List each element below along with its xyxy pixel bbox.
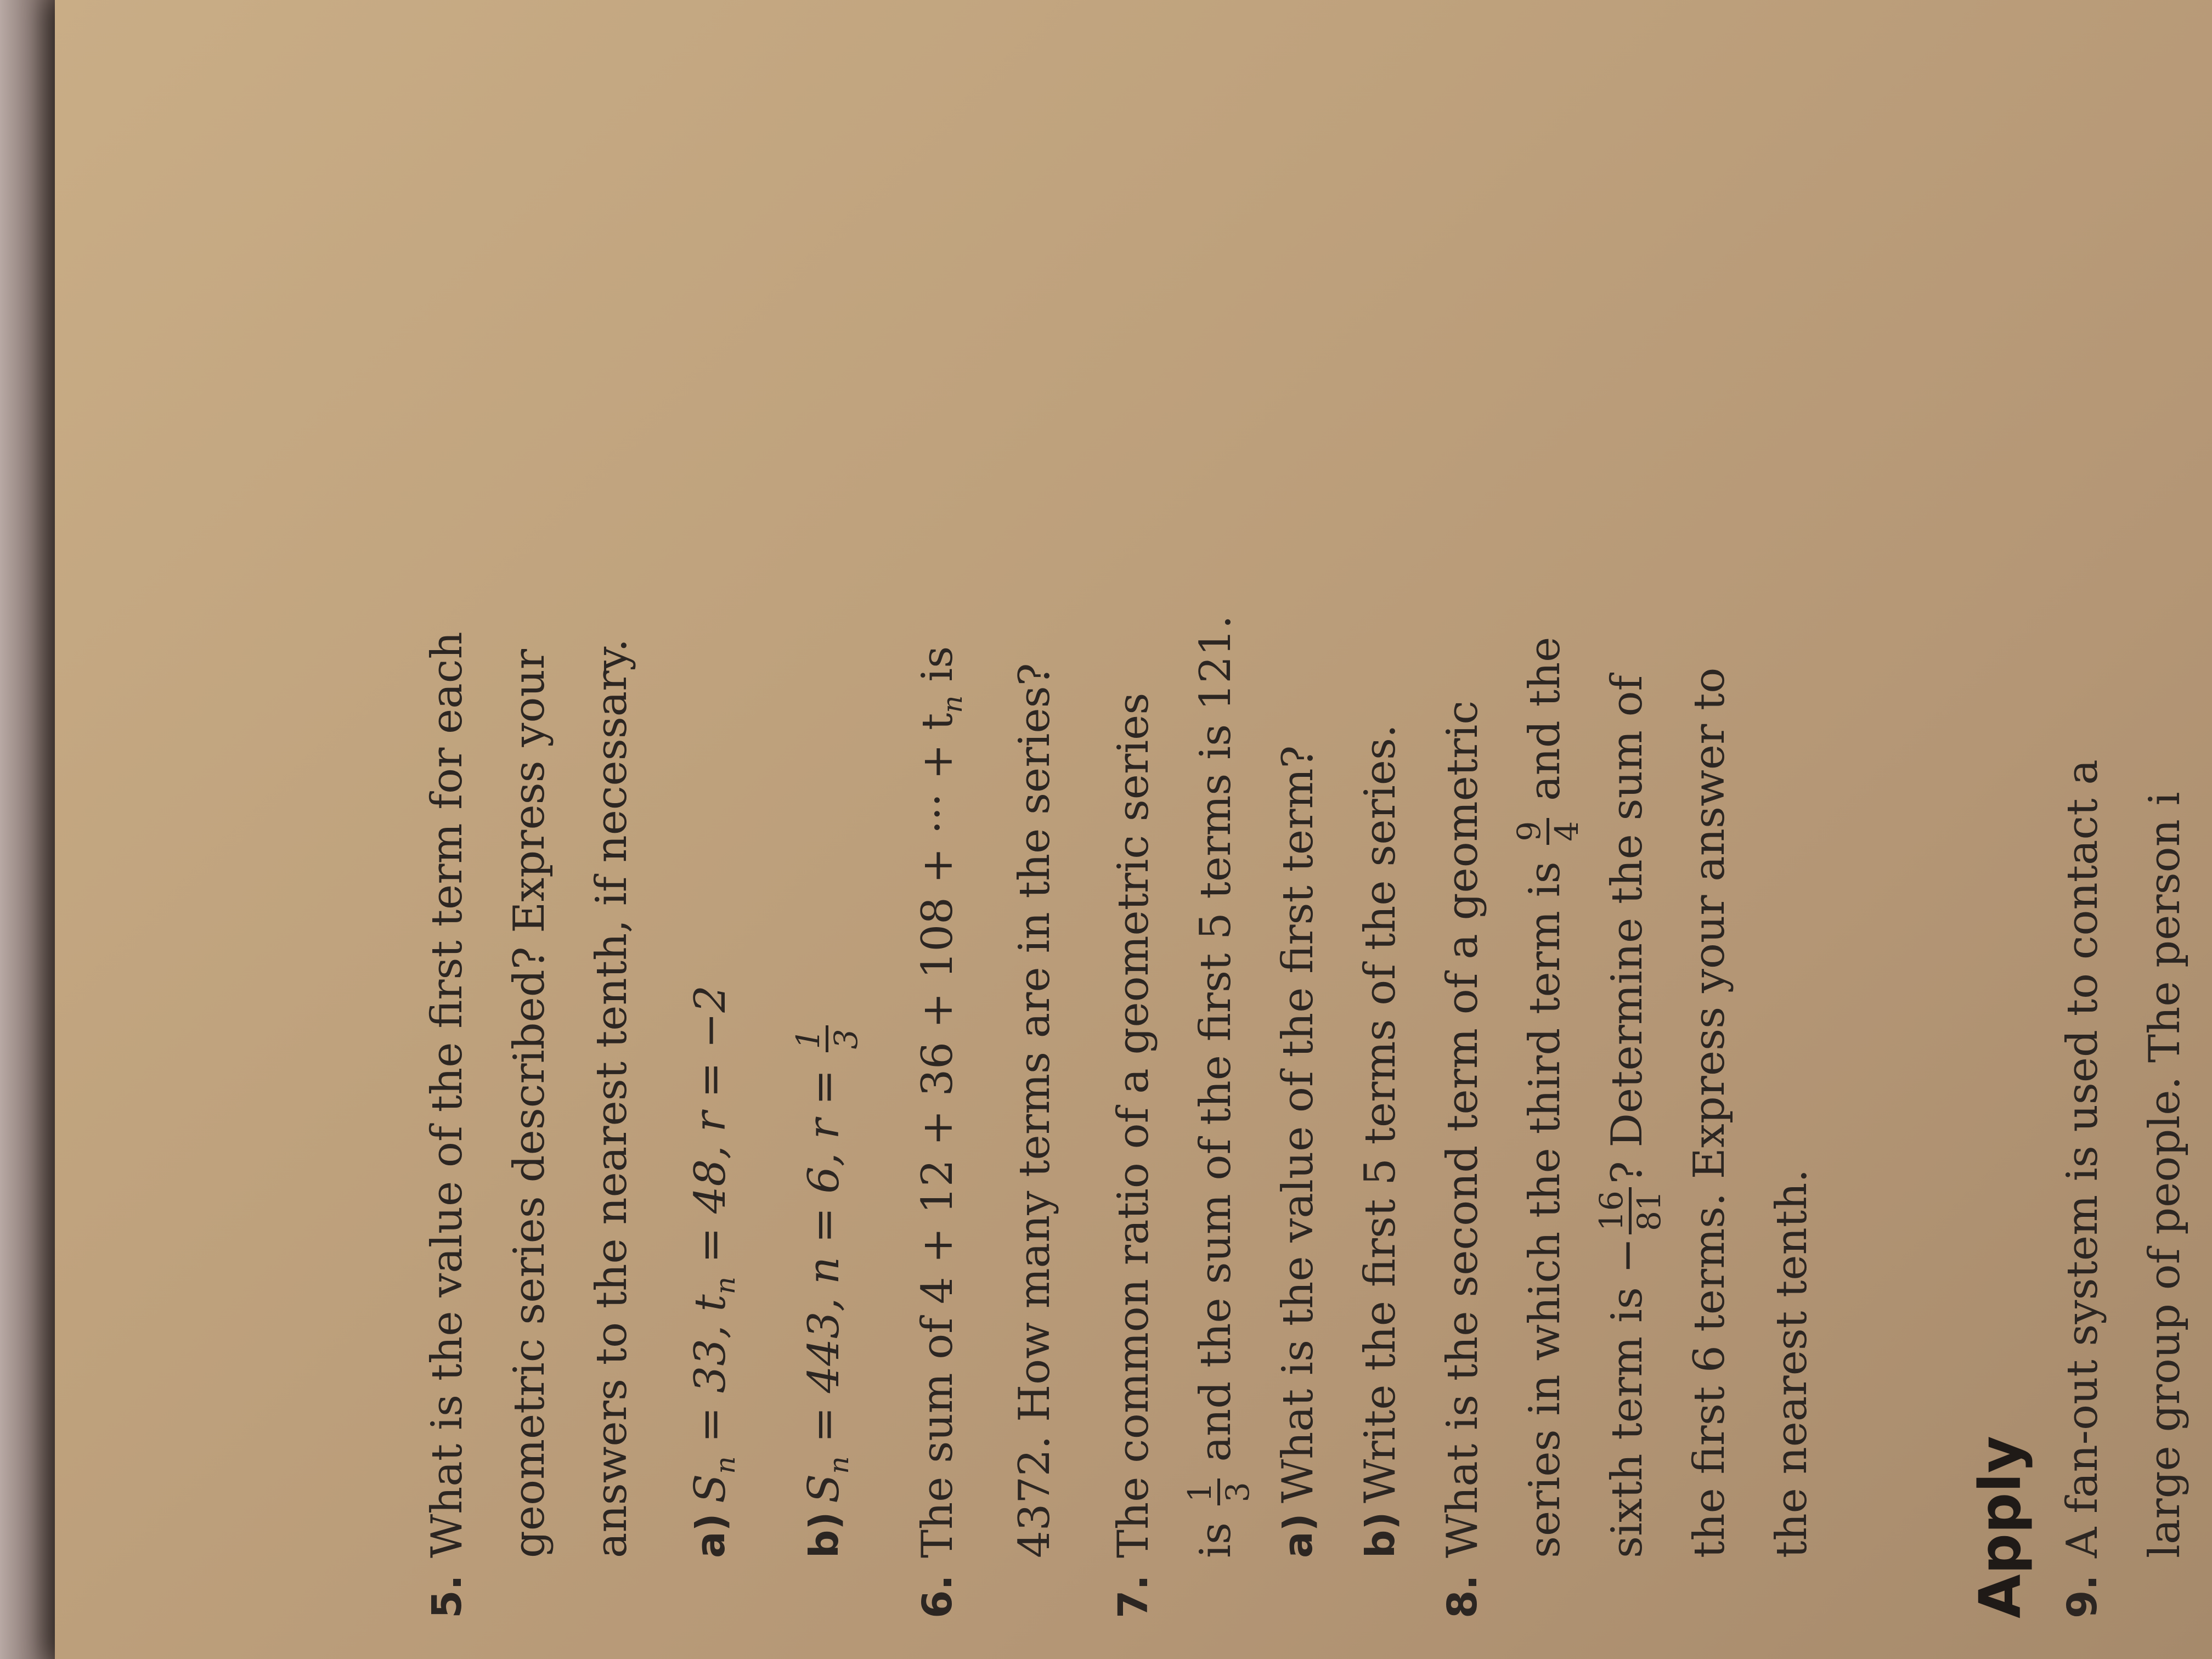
question-8 [1421,27,1833,1618]
equation [669,27,766,1503]
question-number: 8. [1439,1575,1486,1618]
fraction [1511,818,1584,845]
question-text-line: the first 6 terms. Express your answer to [1685,667,1734,1558]
question-9 [2041,27,2206,1618]
question-7a [1257,27,1339,1618]
part-label: b) [1357,1511,1403,1558]
question-5b [783,27,880,1618]
question-5a [669,27,766,1618]
question-text-line: The common ratio of a geometric series [1109,692,1158,1558]
question-text: series in which the third term is [1520,848,1570,1558]
symbol-s: S [799,1474,849,1503]
part-label: a) [1275,1513,1321,1558]
part-label: a) [687,1513,733,1558]
equation [783,27,880,1503]
subscript: n [823,1456,855,1474]
numerator: 1 [791,1025,828,1052]
question-text: and the sum of the first 5 terms is 121. [1191,615,1240,1476]
subscript: n [709,1456,741,1474]
subscript: n [709,1277,741,1295]
symbol-s: S [686,1474,735,1503]
denominator: 4 [1548,821,1585,842]
question-text-line [1504,27,1586,1558]
fraction [1594,1187,1667,1234]
question-text-line: the nearest tenth. [1767,1169,1816,1558]
numerator: 16 [1594,1187,1632,1234]
subscript: n [936,695,968,713]
section-heading-apply: Apply [1967,1436,2034,1618]
question-text-line [1586,27,1668,1558]
question-number: 7. [1110,1575,1157,1618]
question-text-line: large group of people. The person i [2140,792,2190,1558]
question-text: sixth term is − [1602,1237,1652,1558]
denominator: 3 [1219,1482,1256,1503]
textbook-page [55,0,2212,1659]
question-text: is [1191,1509,1240,1558]
question-number: 6. [914,1575,961,1618]
equation-text: = 33, t [686,1294,735,1457]
fraction [791,1025,864,1052]
question-text: and the [1520,636,1570,815]
question-6 [896,27,1076,1618]
question-number: 9. [2059,1575,2106,1618]
question-7 [1092,27,1257,1618]
question-text-line [1175,27,1257,1558]
part-label: b) [801,1511,847,1558]
question-text: The sum of 4 + 12 + 36 + 108 + ··· + t [913,713,962,1558]
denominator: 81 [1630,1190,1668,1231]
question-text-line: 4372. How many terms are in the series? [1010,663,1059,1558]
numerator: 9 [1511,818,1549,845]
question-text-line: What is the value of the first term? [1273,745,1323,1503]
page-content [406,27,2212,1618]
question-7b [1339,27,1421,1618]
question-text: is [913,646,962,696]
question-text-line: What is the second term of a geometric [1438,700,1487,1558]
question-text-line: geometric series described? Express your [505,648,554,1558]
question-text-line: Write the first 5 terms of the series. [1356,724,1405,1503]
fraction [1182,1479,1255,1505]
question-5 [406,27,653,1618]
numerator: 1 [1182,1479,1220,1505]
question-text-line [896,27,994,1558]
question-text-line: answers to the nearest tenth, if necessary. [587,638,636,1558]
question-text-line: What is the value of the first term for each [422,631,472,1558]
equation-text: = 48, r = −2 [686,985,735,1277]
question-text-line: A fan-out system is used to contact a [2058,759,2107,1558]
question-text: ? Determine the sum of [1602,675,1652,1184]
equation-text: = 443, n = 6, r = [799,1056,849,1457]
question-number: 5. [424,1575,471,1618]
denominator: 3 [827,1029,865,1049]
